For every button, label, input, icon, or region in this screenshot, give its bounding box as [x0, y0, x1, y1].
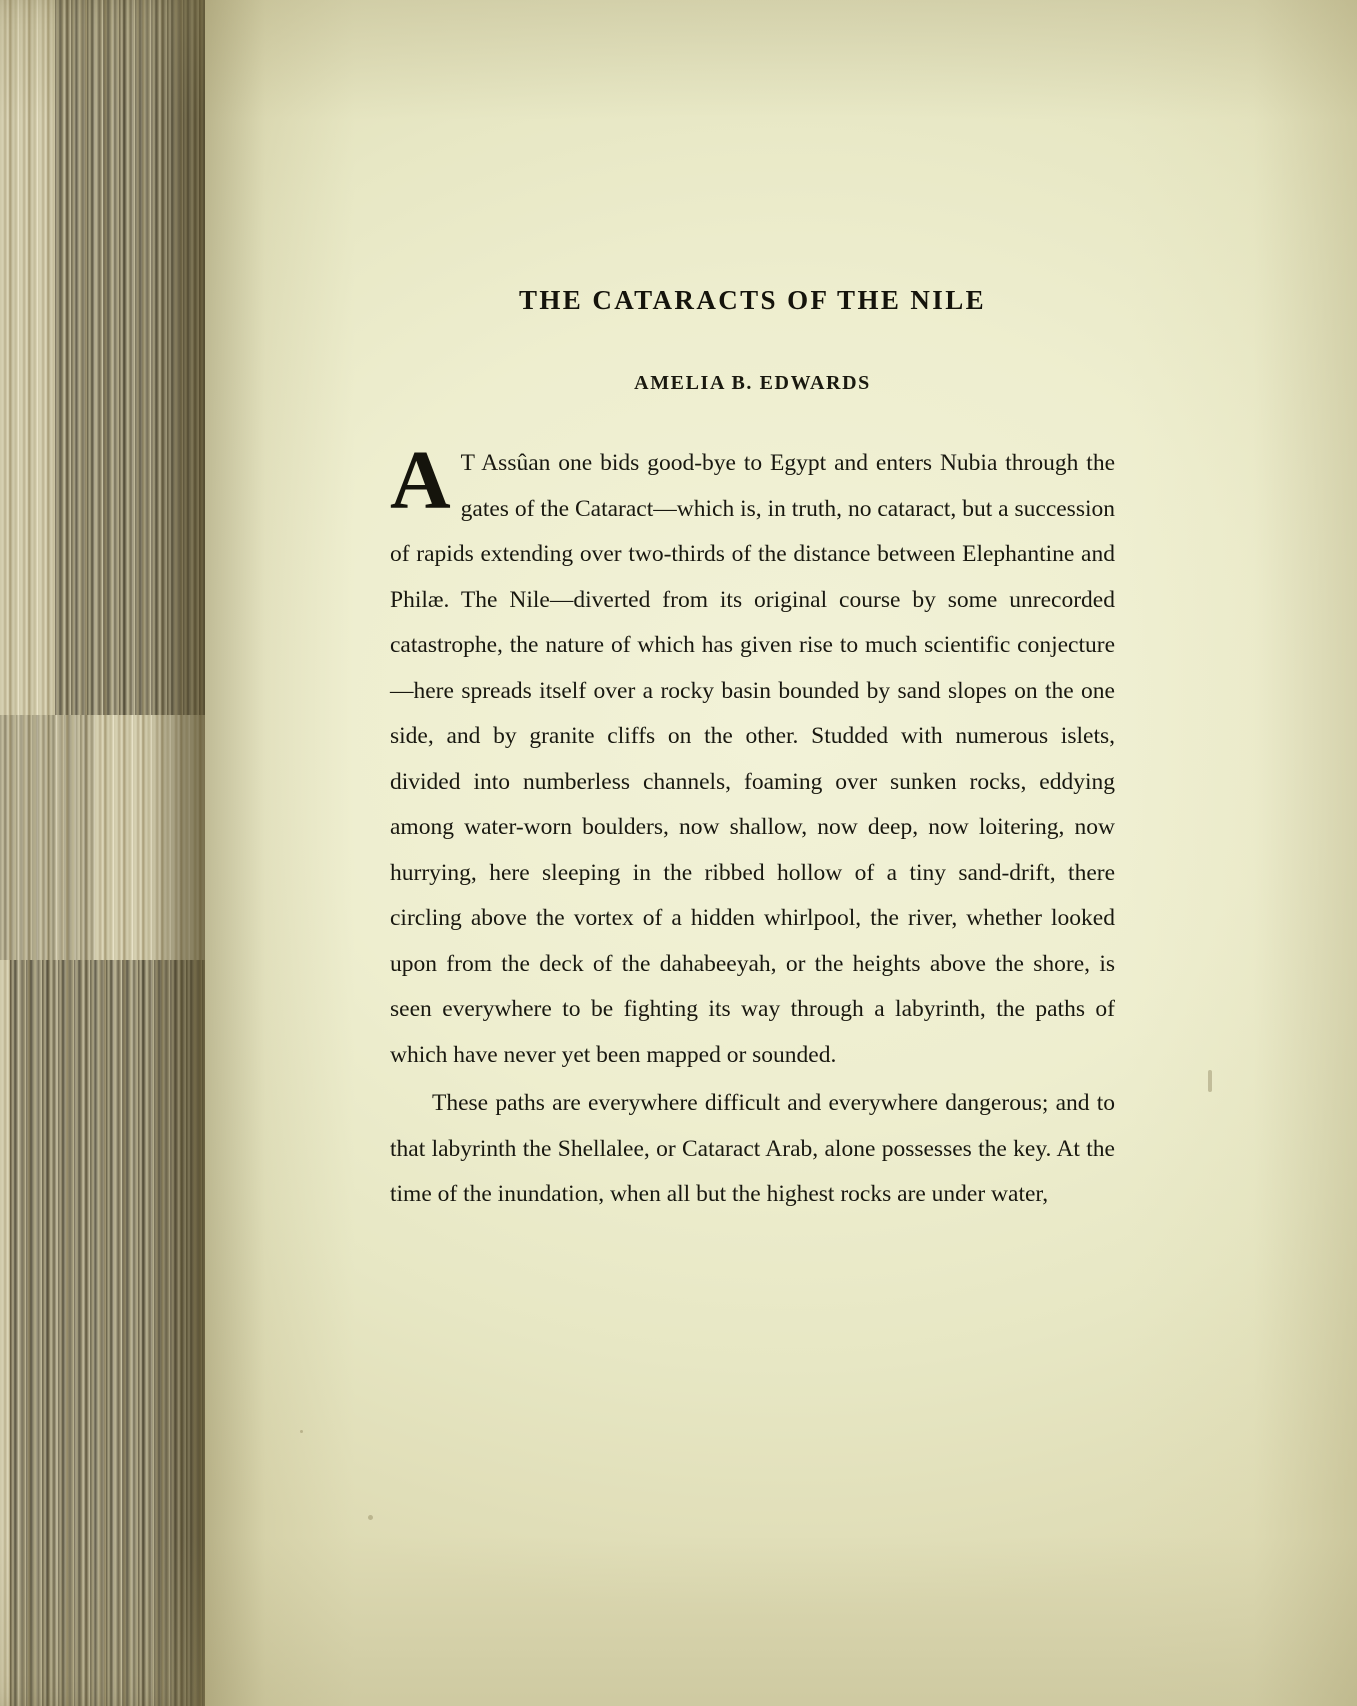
page-edges-band-middle	[0, 715, 95, 960]
drop-cap-letter: A	[390, 434, 451, 527]
paragraph-1	[390, 434, 1115, 1078]
gutter-shadow	[145, 0, 205, 1706]
paragraph-1-text: T Assûan one bids good-bye to Egypt and enters Nubia through the gates of the Cataract—which is, in truth, no cataract, but a succession of rapids extending over two-thirds of the distance between Elephantine and Philæ. The Nile—diverted from its original course by some unrecorded catastrophe, the nature of which has given rise to much scientific conjecture—here spreads itself over a rocky basin bounded by sand slopes on the one side, and by granite cliffs on the other. Studded with numerous islets, divided into numberless channels, foaming over sunken rocks, eddying among water-worn boulders, now shallow, now deep, now loitering, now hurrying, here sleeping in the ribbed hollow of a tiny sand-drift, there circling above the vortex of a hidden whirlpool, the river, whether looked upon from the deck of the dahabeeyah, or the heights above the shore, is seen everywhere to be fighting its way through a labyrinth, the paths of which have never yet been mapped or sounded.	[390, 450, 1115, 1068]
paper-speck	[368, 1515, 373, 1520]
page-curl-shadow	[205, 0, 355, 1706]
text-column	[390, 285, 1115, 1218]
paragraph-2: These paths are everywhere difficult and everywhere dangerous; and to that labyrinth the Shellalee, or Cataract Arab, alone possesses the key. At the time of the inundation, when all but the highest rocks are under water,	[390, 1090, 1115, 1207]
paper-speck	[300, 1430, 303, 1433]
page-title: THE CATARACTS OF THE NILE	[518, 285, 987, 315]
right-edge-shading	[1127, 0, 1357, 1706]
book-binding-gutter	[0, 0, 205, 1706]
author-byline: AMELIA B. EDWARDS	[634, 372, 871, 394]
paper-blemish	[1208, 1070, 1212, 1092]
